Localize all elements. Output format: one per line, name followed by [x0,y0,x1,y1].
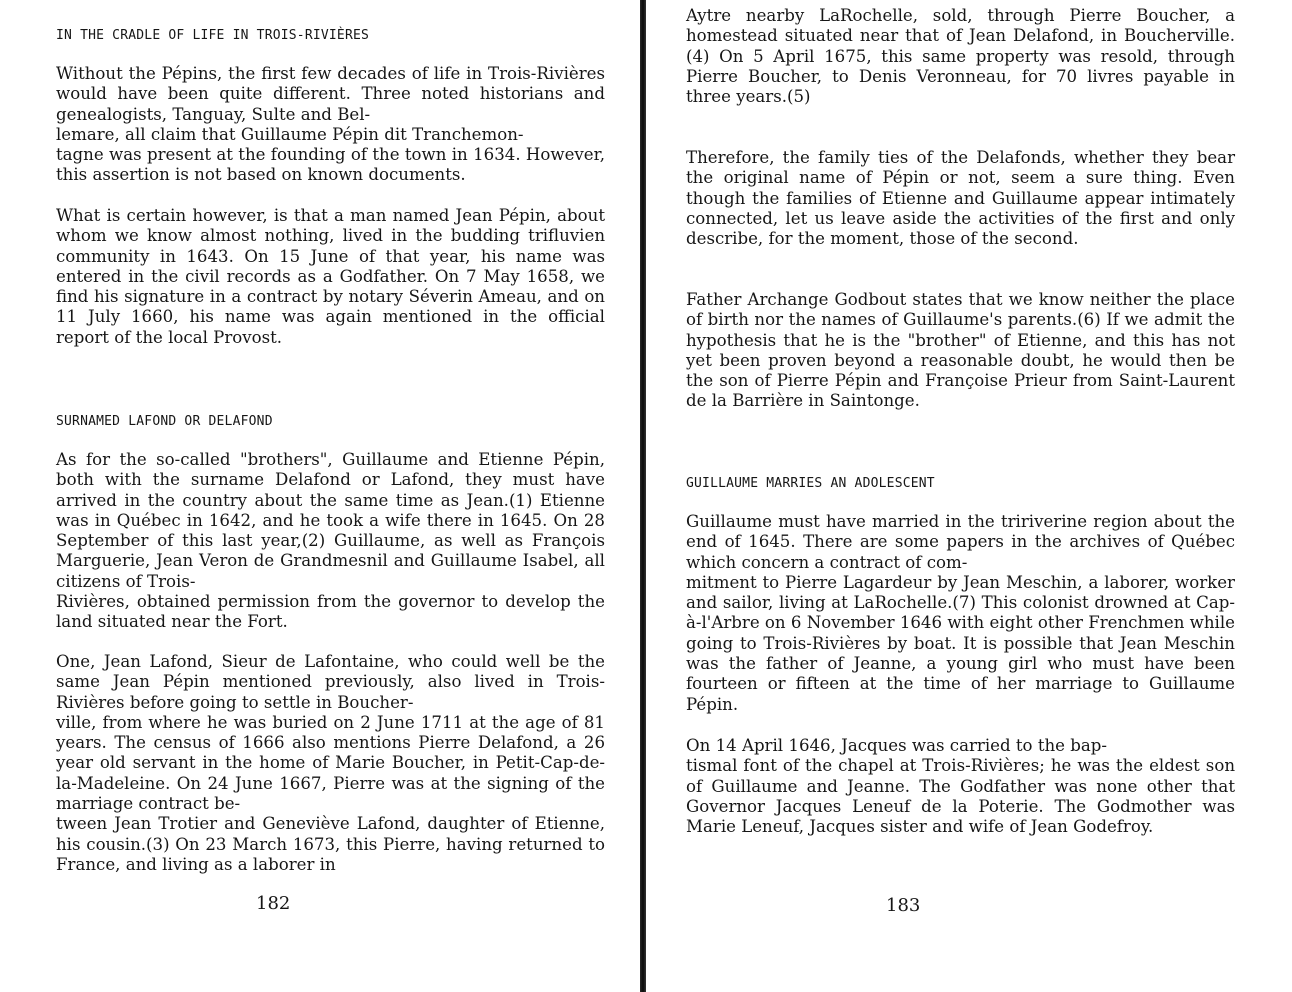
section-heading-surnamed-lafond: SURNAMED LAFOND OR DELAFOND [56,414,273,429]
paragraph-what-is-certain: What is certain however, is that a man named Jean Pépin, about whom we know almost nothing, lived in the budding trifluvien community in 1643. On 15 June of that year, his name was entered in the civil records as a Godfather. On 7 May 1658, we find his signature in a contract by notary Séverin Ameau, and on 11 July 1660, his name was again mentioned in the official report of the local Provost. [56,206,605,347]
paragraph-family-ties: Therefore, the family ties of the Delafonds, whether they bear the original name of Pépin or not, seem a sure thing. Even though the families of Etienne and Guillaume appear intimately connected, let us leave aside the activities of the first and only describe, for the moment, those of the second. [686,148,1235,249]
section-heading-cradle-of-life: IN THE CRADLE OF LIFE IN TROIS-RIVIÈRES [56,28,370,43]
paragraph-guillaume-must-have-married: Guillaume must have married in the tririverine region about the end of 1645. There are some papers in the archives of Québec which concern a contract of com- mitment to Pierre Lagardeur by Jean Meschin, a laborer, worker and sailor, living at LaRochelle.(7) This colonist drowned at Cap-à-l'Arbre on 6 November 1646 with eight other Frenchmen while going to Trois-Rivières by boat. It is possible that Jean Meschin was the father of Jeanne, a young girl who must have been fourteen or fifteen at the time of her marriage to Guillaume Pépin. [686,512,1235,714]
paragraph-father-archange: Father Archange Godbout states that we know neither the place of birth nor the names of Guillaume's parents.(6) If we admit the hypothesis that he is the "brother" of Etienne, and this has not yet been proven beyond a reasonable doubt, he would then be the son of Pierre Pépin and Françoise Prieur from Saint-Laurent de la Barrière in Saintonge. [686,290,1235,411]
paragraph-aytre-nearby: Aytre nearby LaRochelle, sold, through Pierre Boucher, a homestead situated near that of Jean Delafond, in Boucherville.(4) On 5 April 1675, this same property was resold, through Pierre Boucher, to Denis Veronneau, for 70 livres payable in three years.(5) [686,6,1235,107]
page-number-right: 183 [886,895,921,916]
book-spine-divider [640,0,646,992]
left-page [0,0,640,992]
paragraph-jean-lafond: One, Jean Lafond, Sieur de Lafontaine, who could well be the same Jean Pépin mentioned previously, also lived in Trois-Rivières before going to settle in Boucher- ville, from where he was buried on 2 June 1711 at the age of 81 years. The census of 1666 also mentions Pierre Delafond, a 26 year old servant in the home of Marie Boucher, in Petit-Cap-de-la-Madeleine. On 24 June 1667, Pierre was at the signing of the marriage contract be- tween Jean Trotier and Geneviève Lafond, daughter of Etienne, his cousin.(3) On 23 March 1673, this Pierre, having returned to France, and living as a laborer in [56,652,605,874]
right-page [648,0,1292,992]
paragraph-so-called-brothers: As for the so-called "brothers", Guillaume and Etienne Pépin, both with the surname Delafond or Lafond, they must have arrived in the country about the same time as Jean.(1) Etienne was in Québec in 1642, and he took a wife there in 1645. On 28 September of this last year,(2) Guillaume, as well as François Marguerie, Jean Veron de Grandmesnil and Guillaume Isabel, all citizens of Trois- Rivières, obtained permission from the governor to develop the land situated near the Fort. [56,450,605,632]
paragraph-without-the-pepins: Without the Pépins, the first few decades of life in Trois-Rivières would have been quite different. Three noted historians and genealogists, Tanguay, Sulte and Bel- lemare, all claim that Guillaume Pépin dit Tranchemon- tagne was present at the founding of the town in 1634. However, this assertion is not based on known documents. [56,64,605,185]
section-heading-guillaume-marries: GUILLAUME MARRIES AN ADOLESCENT [686,476,935,491]
paragraph-jacques-baptism: On 14 April 1646, Jacques was carried to the bap- tismal font of the chapel at Trois-Rivières; he was the eldest son of Guillaume and Jeanne. The Godfather was none other that Governor Jacques Leneuf de la Poterie. The Godmother was Marie Leneuf, Jacques sister and wife of Jean Godefroy. [686,736,1235,837]
page-number-left: 182 [256,893,291,914]
